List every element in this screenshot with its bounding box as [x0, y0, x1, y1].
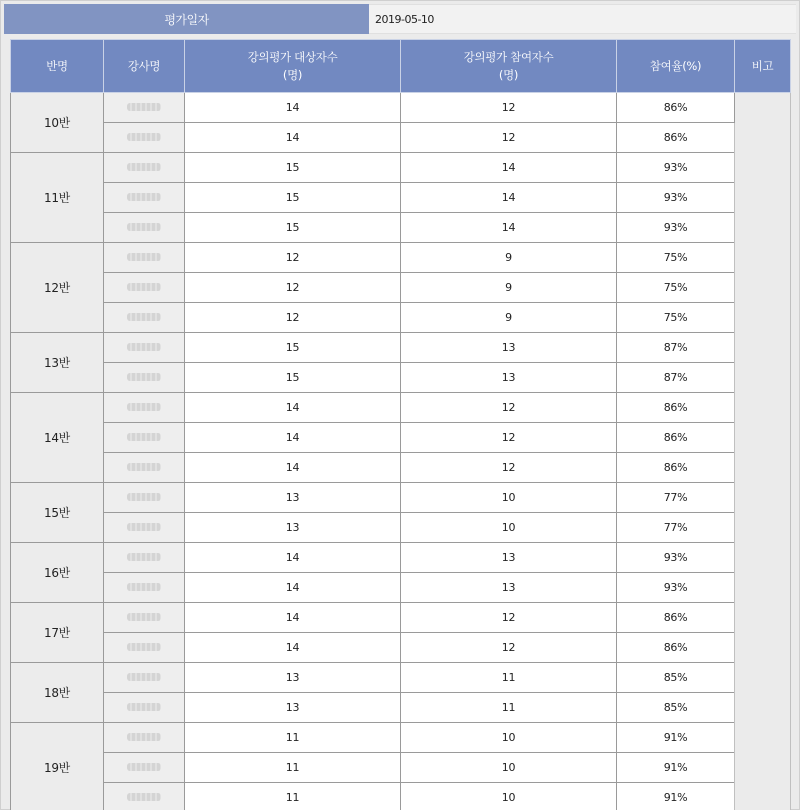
teacher-name-cell [104, 183, 185, 213]
class-name-cell: 15반 [11, 483, 104, 543]
participant-count-cell: 10 [401, 783, 617, 810]
participation-rate-cell: 93% [617, 153, 735, 183]
class-name-cell: 16반 [11, 543, 104, 603]
class-name-cell: 12반 [11, 243, 104, 333]
blurred-teacher-name [127, 283, 161, 291]
blurred-teacher-name [127, 313, 161, 321]
blurred-teacher-name [127, 193, 161, 201]
table-row [11, 153, 791, 183]
class-name-cell: 14반 [11, 393, 104, 483]
table-row [11, 243, 791, 273]
table-row [11, 183, 791, 213]
table-row [11, 603, 791, 633]
target-count-cell: 12 [185, 243, 401, 273]
table-row [11, 573, 791, 603]
participation-rate-cell: 75% [617, 303, 735, 333]
teacher-name-cell [104, 603, 185, 633]
target-count-cell: 15 [185, 213, 401, 243]
participant-count-cell: 9 [401, 273, 617, 303]
blurred-teacher-name [127, 103, 161, 111]
blurred-teacher-name [127, 643, 161, 651]
target-count-cell: 15 [185, 183, 401, 213]
class-name-cell: 10반 [11, 93, 104, 153]
participant-count-cell: 10 [401, 483, 617, 513]
table-row [11, 543, 791, 573]
participant-count-cell: 11 [401, 663, 617, 693]
header-participants-line2: (명) [498, 68, 519, 82]
header-target-line2: (명) [282, 68, 303, 82]
participant-count-cell: 10 [401, 513, 617, 543]
blurred-teacher-name [127, 343, 161, 351]
participant-count-cell: 14 [401, 213, 617, 243]
participant-count-cell: 10 [401, 753, 617, 783]
target-count-cell: 12 [185, 303, 401, 333]
participant-count-cell: 12 [401, 633, 617, 663]
teacher-name-cell [104, 453, 185, 483]
target-count-cell: 14 [185, 93, 401, 123]
table-row [11, 273, 791, 303]
target-count-cell: 14 [185, 423, 401, 453]
table-row [11, 663, 791, 693]
header-participants [401, 40, 617, 93]
blurred-teacher-name [127, 673, 161, 681]
teacher-name-cell [104, 333, 185, 363]
table-body [11, 93, 791, 810]
teacher-name-cell [104, 423, 185, 453]
date-value: 2019-05-10 [369, 4, 796, 34]
table-row [11, 393, 791, 423]
blurred-teacher-name [127, 163, 161, 171]
teacher-name-cell [104, 633, 185, 663]
table-row [11, 453, 791, 483]
table-row [11, 303, 791, 333]
participation-rate-cell: 93% [617, 543, 735, 573]
evaluation-table [10, 39, 791, 810]
target-count-cell: 12 [185, 273, 401, 303]
participant-count-cell: 9 [401, 243, 617, 273]
blurred-teacher-name [127, 433, 161, 441]
participant-count-cell: 12 [401, 93, 617, 123]
date-label: 평가일자 [4, 4, 369, 34]
table-row [11, 363, 791, 393]
participant-count-cell: 11 [401, 693, 617, 723]
teacher-name-cell [104, 303, 185, 333]
target-count-cell: 11 [185, 723, 401, 753]
participation-rate-cell: 86% [617, 633, 735, 663]
participation-rate-cell: 85% [617, 693, 735, 723]
header-target [185, 40, 401, 93]
date-bar [4, 4, 796, 34]
blurred-teacher-name [127, 223, 161, 231]
class-name-cell: 19반 [11, 723, 104, 810]
target-count-cell: 15 [185, 363, 401, 393]
participation-rate-cell: 86% [617, 453, 735, 483]
table-header-row [11, 40, 791, 93]
participant-count-cell: 12 [401, 453, 617, 483]
participant-count-cell: 13 [401, 573, 617, 603]
participation-rate-cell: 75% [617, 243, 735, 273]
blurred-teacher-name [127, 403, 161, 411]
teacher-name-cell [104, 783, 185, 810]
target-count-cell: 14 [185, 603, 401, 633]
blurred-teacher-name [127, 793, 161, 801]
target-count-cell: 13 [185, 513, 401, 543]
blurred-teacher-name [127, 493, 161, 501]
blurred-teacher-name [127, 553, 161, 561]
table-row [11, 483, 791, 513]
participation-rate-cell: 93% [617, 183, 735, 213]
teacher-name-cell [104, 363, 185, 393]
participant-count-cell: 12 [401, 423, 617, 453]
blurred-teacher-name [127, 373, 161, 381]
teacher-name-cell [104, 153, 185, 183]
table-row [11, 93, 791, 123]
header-class: 반명 [11, 40, 104, 93]
note-cell [735, 93, 791, 810]
target-count-cell: 15 [185, 153, 401, 183]
target-count-cell: 14 [185, 633, 401, 663]
class-name-cell: 18반 [11, 663, 104, 723]
teacher-name-cell [104, 543, 185, 573]
blurred-teacher-name [127, 463, 161, 471]
teacher-name-cell [104, 213, 185, 243]
header-participants-line1: 강의평가 참여자수 [463, 50, 554, 64]
target-count-cell: 13 [185, 663, 401, 693]
table-row [11, 783, 791, 810]
participation-rate-cell: 86% [617, 393, 735, 423]
teacher-name-cell [104, 723, 185, 753]
table-row [11, 213, 791, 243]
blurred-teacher-name [127, 253, 161, 261]
blurred-teacher-name [127, 523, 161, 531]
table-row [11, 123, 791, 153]
participation-rate-cell: 86% [617, 603, 735, 633]
participant-count-cell: 12 [401, 393, 617, 423]
target-count-cell: 15 [185, 333, 401, 363]
participation-rate-cell: 77% [617, 513, 735, 543]
teacher-name-cell [104, 273, 185, 303]
table-row [11, 633, 791, 663]
teacher-name-cell [104, 693, 185, 723]
table-row [11, 693, 791, 723]
header-rate: 참여율(%) [617, 40, 735, 93]
header-target-line1: 강의평가 대상자수 [247, 50, 338, 64]
teacher-name-cell [104, 243, 185, 273]
participation-rate-cell: 93% [617, 213, 735, 243]
target-count-cell: 14 [185, 543, 401, 573]
blurred-teacher-name [127, 703, 161, 711]
teacher-name-cell [104, 93, 185, 123]
participation-rate-cell: 87% [617, 363, 735, 393]
table-row [11, 513, 791, 543]
participation-rate-cell: 86% [617, 423, 735, 453]
blurred-teacher-name [127, 583, 161, 591]
participant-count-cell: 13 [401, 543, 617, 573]
participant-count-cell: 12 [401, 603, 617, 633]
participant-count-cell: 10 [401, 723, 617, 753]
target-count-cell: 11 [185, 783, 401, 810]
blurred-teacher-name [127, 763, 161, 771]
participation-rate-cell: 87% [617, 333, 735, 363]
teacher-name-cell [104, 573, 185, 603]
target-count-cell: 13 [185, 483, 401, 513]
participant-count-cell: 13 [401, 363, 617, 393]
table-row [11, 333, 791, 363]
table-row [11, 753, 791, 783]
participation-rate-cell: 85% [617, 663, 735, 693]
teacher-name-cell [104, 123, 185, 153]
target-count-cell: 14 [185, 393, 401, 423]
participant-count-cell: 13 [401, 333, 617, 363]
blurred-teacher-name [127, 613, 161, 621]
participant-count-cell: 9 [401, 303, 617, 333]
target-count-cell: 13 [185, 693, 401, 723]
participant-count-cell: 12 [401, 123, 617, 153]
target-count-cell: 11 [185, 753, 401, 783]
participation-rate-cell: 93% [617, 573, 735, 603]
participation-rate-cell: 91% [617, 753, 735, 783]
teacher-name-cell [104, 483, 185, 513]
header-teacher: 강사명 [104, 40, 185, 93]
participation-rate-cell: 86% [617, 93, 735, 123]
target-count-cell: 14 [185, 453, 401, 483]
class-name-cell: 17반 [11, 603, 104, 663]
teacher-name-cell [104, 753, 185, 783]
participation-rate-cell: 86% [617, 123, 735, 153]
target-count-cell: 14 [185, 123, 401, 153]
participant-count-cell: 14 [401, 153, 617, 183]
header-note: 비고 [735, 40, 791, 93]
teacher-name-cell [104, 663, 185, 693]
participation-rate-cell: 91% [617, 723, 735, 753]
target-count-cell: 14 [185, 573, 401, 603]
participation-rate-cell: 77% [617, 483, 735, 513]
blurred-teacher-name [127, 733, 161, 741]
participation-rate-cell: 91% [617, 783, 735, 810]
class-name-cell: 11반 [11, 153, 104, 243]
participation-rate-cell: 75% [617, 273, 735, 303]
table-row [11, 423, 791, 453]
participant-count-cell: 14 [401, 183, 617, 213]
blurred-teacher-name [127, 133, 161, 141]
table-row [11, 723, 791, 753]
teacher-name-cell [104, 513, 185, 543]
class-name-cell: 13반 [11, 333, 104, 393]
teacher-name-cell [104, 393, 185, 423]
